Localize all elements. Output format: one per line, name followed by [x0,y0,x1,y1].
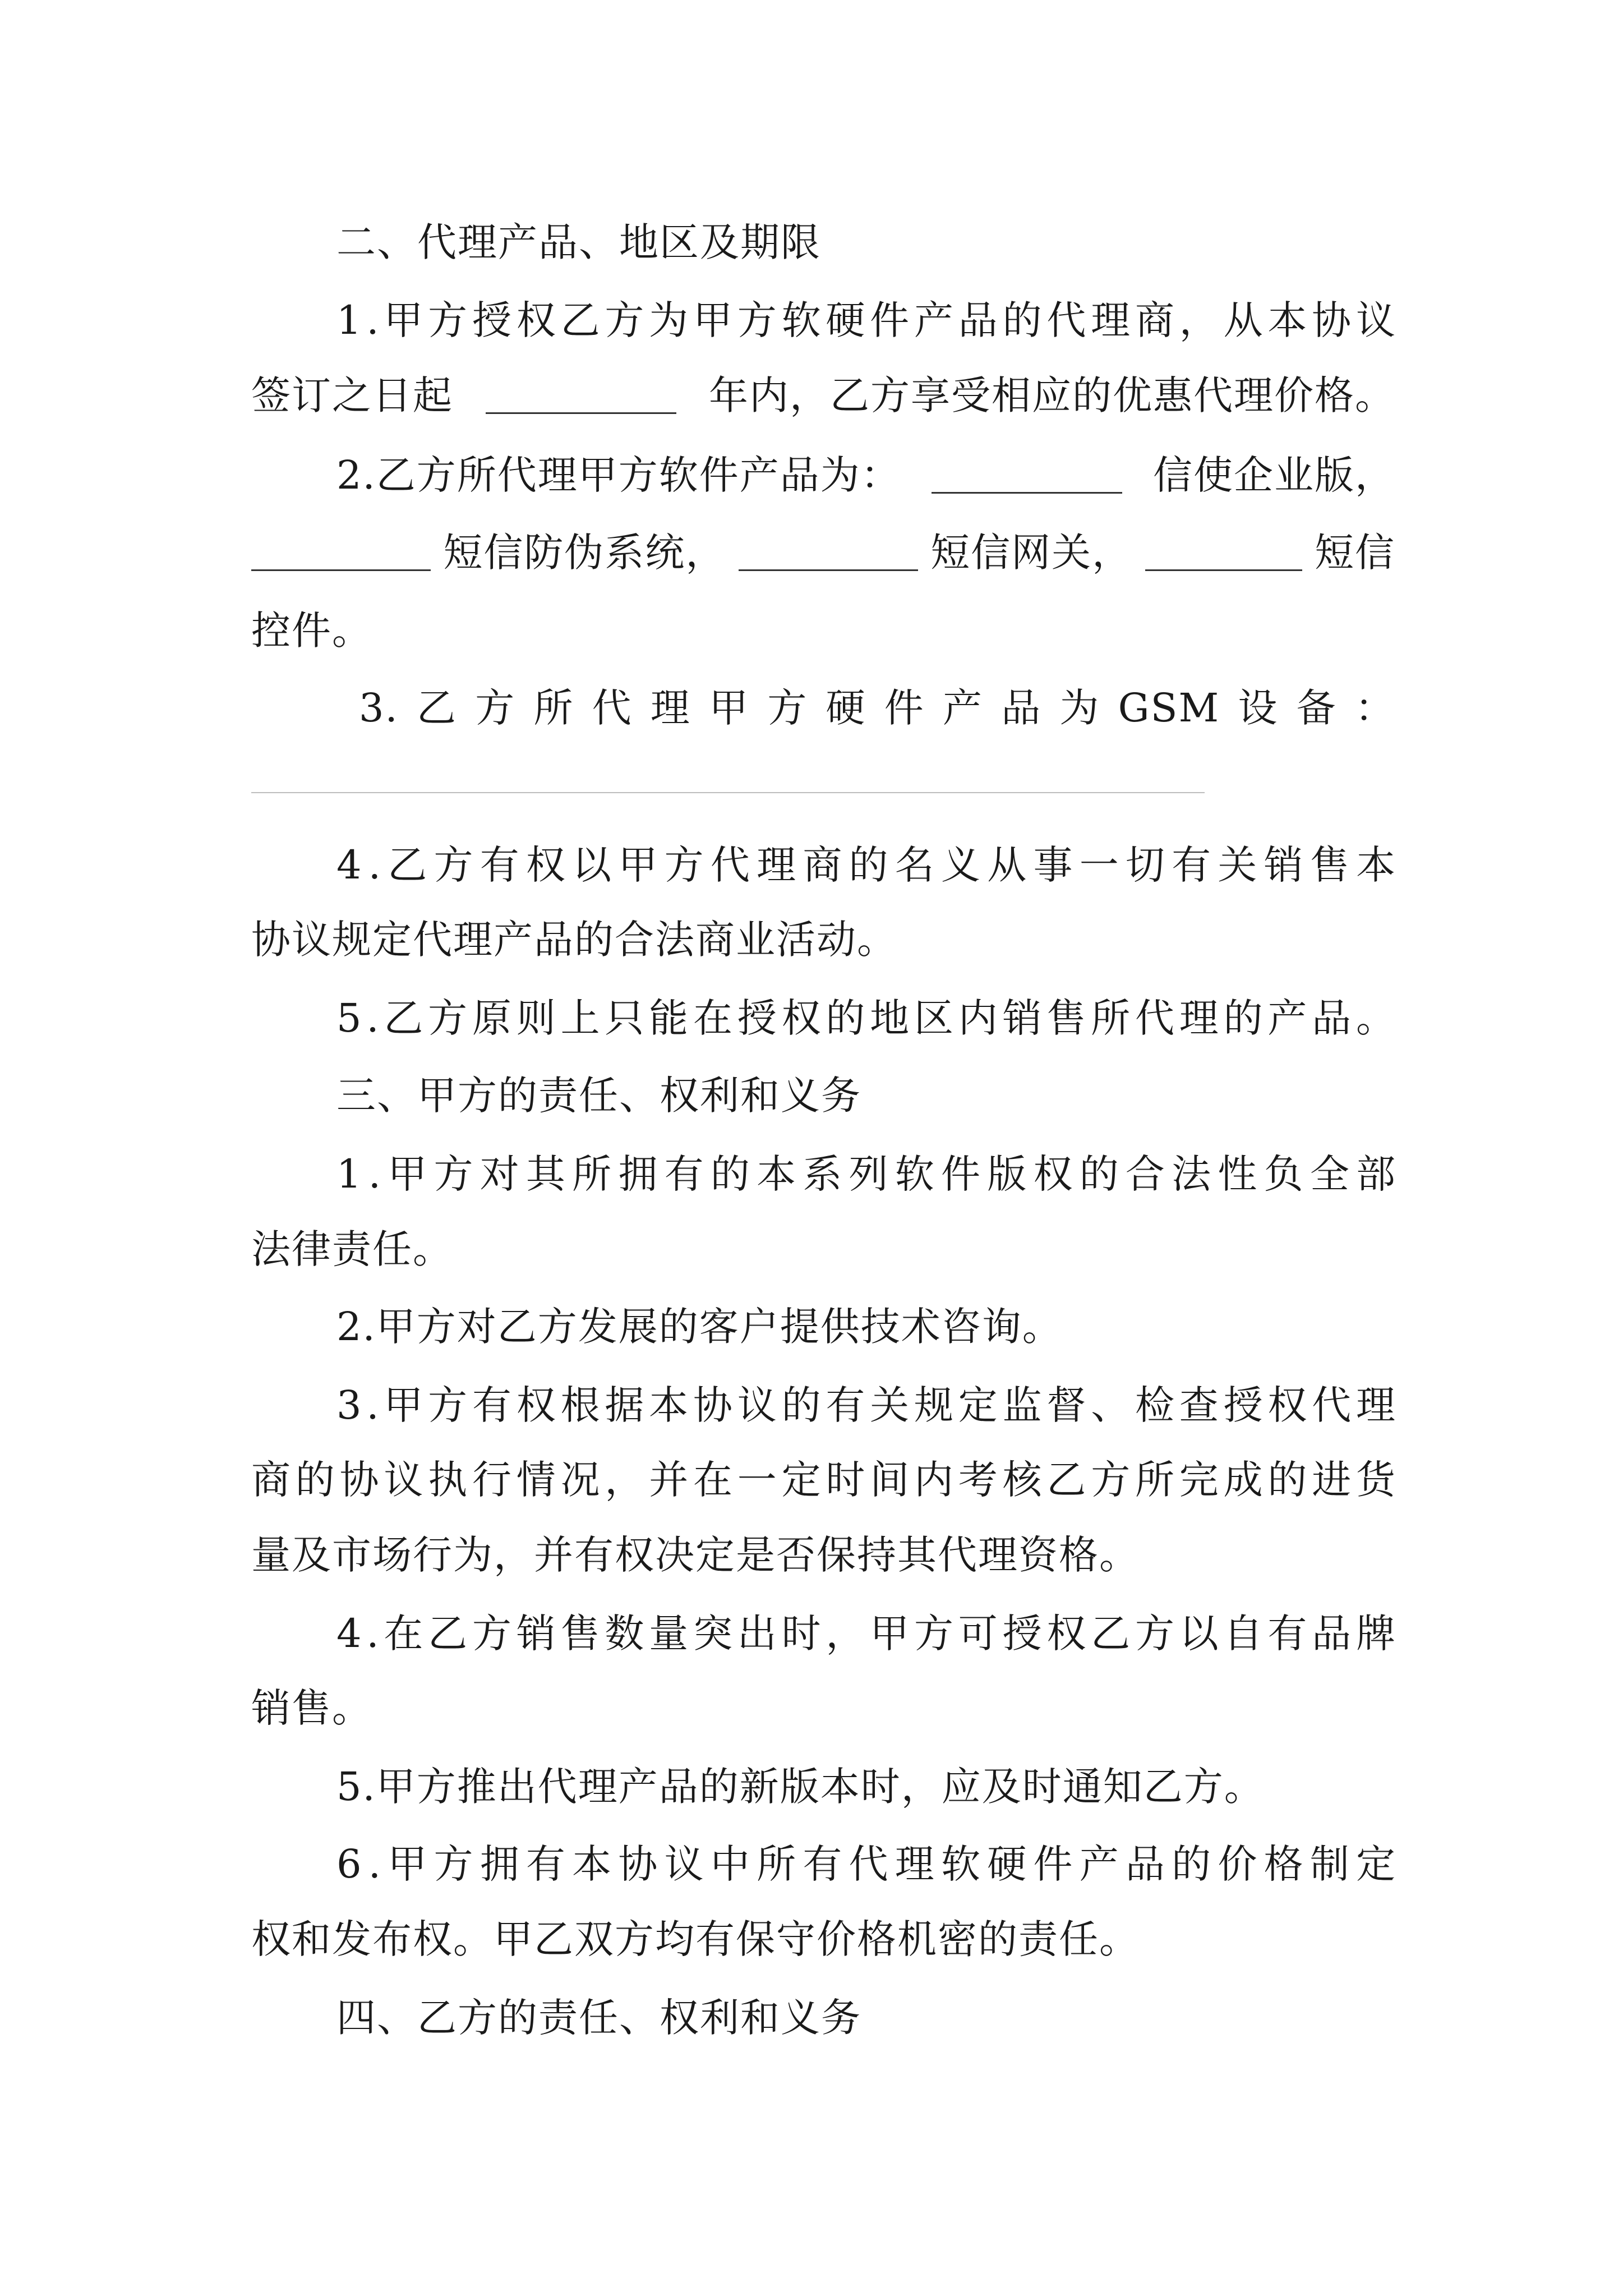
paragraph-line: 控件。 [251,608,372,654]
paragraph-line [336,1146,1403,1202]
paragraph-char: 所 [533,685,574,731]
paragraph-char: 件 [884,685,925,731]
paragraph-char: 乙 [417,685,458,731]
fill-in-blank[interactable] [1145,535,1302,571]
paragraph-text: 3. [359,685,399,731]
fill-in-blank[interactable] [251,535,431,571]
paragraph-char: 为 [1059,685,1100,731]
paragraph-line: 量及市场行为，并有权决定是否保持其代理资格。 [251,1532,1140,1578]
fill-in-blank[interactable] [739,535,918,571]
paragraph-line-justified [359,680,1395,736]
paragraph-char: 硬 [826,685,866,731]
paragraph-text: 1.甲方授权乙方为甲方软硬件产品的代理商，从本协议 [336,297,1400,343]
paragraph-line: 法律责任。 [251,1226,453,1272]
paragraph-line [336,1377,1400,1433]
paragraph-line [251,524,1395,581]
paragraph-text: 5.乙方原则上只能在授权的地区内销售所代理的产品。 [336,995,1400,1041]
paragraph-text: 短信防伪系统， [443,530,726,576]
fill-in-blank[interactable] [932,457,1122,494]
paragraph-char: 代 [592,685,633,731]
paragraph-text: 3.甲方有权根据本协议的有关规定监督、检查授权代理 [336,1382,1400,1428]
paragraph-text: 1.甲方对其所拥有的本系列软件版权的合法性负全部 [336,1151,1403,1197]
paragraph-line [336,447,1395,503]
paragraph-char: ： [1354,685,1395,731]
paragraph-text: 短信网关， [930,530,1133,576]
paragraph-char: 备 [1296,685,1337,731]
paragraph-char: 品 [1001,685,1042,731]
paragraph-text: 6.甲方拥有本协议中所有代理软硬件产品的价格制定 [336,1841,1403,1887]
paragraph-line [336,990,1400,1046]
fill-in-blank-gsm-devices[interactable] [251,792,1205,793]
paragraph-text: 信使企业版， [1152,452,1395,498]
paragraph-char: 理 [650,685,691,731]
section-heading-2: 二、代理产品、地区及期限 [336,219,821,265]
paragraph-line: 销售。 [251,1685,372,1731]
fill-in-blank-years[interactable] [486,378,676,414]
paragraph-line [336,292,1400,348]
paragraph-text: GSM [1118,685,1220,731]
paragraph-text: 2.乙方所代理甲方软件产品为： [336,452,901,498]
paragraph-char: 甲 [709,685,750,731]
paragraph-line [251,1452,1400,1508]
paragraph-char: 方 [475,685,516,731]
paragraph-line [336,1605,1400,1662]
section-heading-4: 四、乙方的责任、权利和义务 [336,1995,861,2041]
paragraph-text: 4.在乙方销售数量突出时，甲方可授权乙方以自有品牌 [336,1611,1400,1657]
paragraph-char: 方 [767,685,808,731]
paragraph-line: 协议规定代理产品的合法商业活动。 [251,917,897,963]
paragraph-line: 2.甲方对乙方发展的客户提供技术咨询。 [336,1304,1063,1350]
paragraph-char: 设 [1238,685,1279,731]
paragraph-text: 年内，乙方享受相应的优惠代理价格。 [709,372,1395,418]
paragraph-text: 短信 [1314,530,1395,576]
paragraph-line [251,367,1395,424]
paragraph-text: 商的协议执行情况，并在一定时间内考核乙方所完成的进货 [251,1457,1400,1503]
paragraph-line: 5.甲方推出代理产品的新版本时，应及时通知乙方。 [336,1764,1265,1810]
section-heading-3: 三、甲方的责任、权利和义务 [336,1073,861,1119]
paragraph-char: 产 [942,685,983,731]
paragraph-text: 4.乙方有权以甲方代理商的名义从事一切有关销售本 [336,842,1403,888]
paragraph-line: 权和发布权。甲乙双方均有保守价格机密的责任。 [251,1916,1140,1962]
paragraph-line [336,1836,1403,1892]
paragraph-line [336,837,1403,893]
paragraph-text: 签订之日起 [251,372,453,418]
